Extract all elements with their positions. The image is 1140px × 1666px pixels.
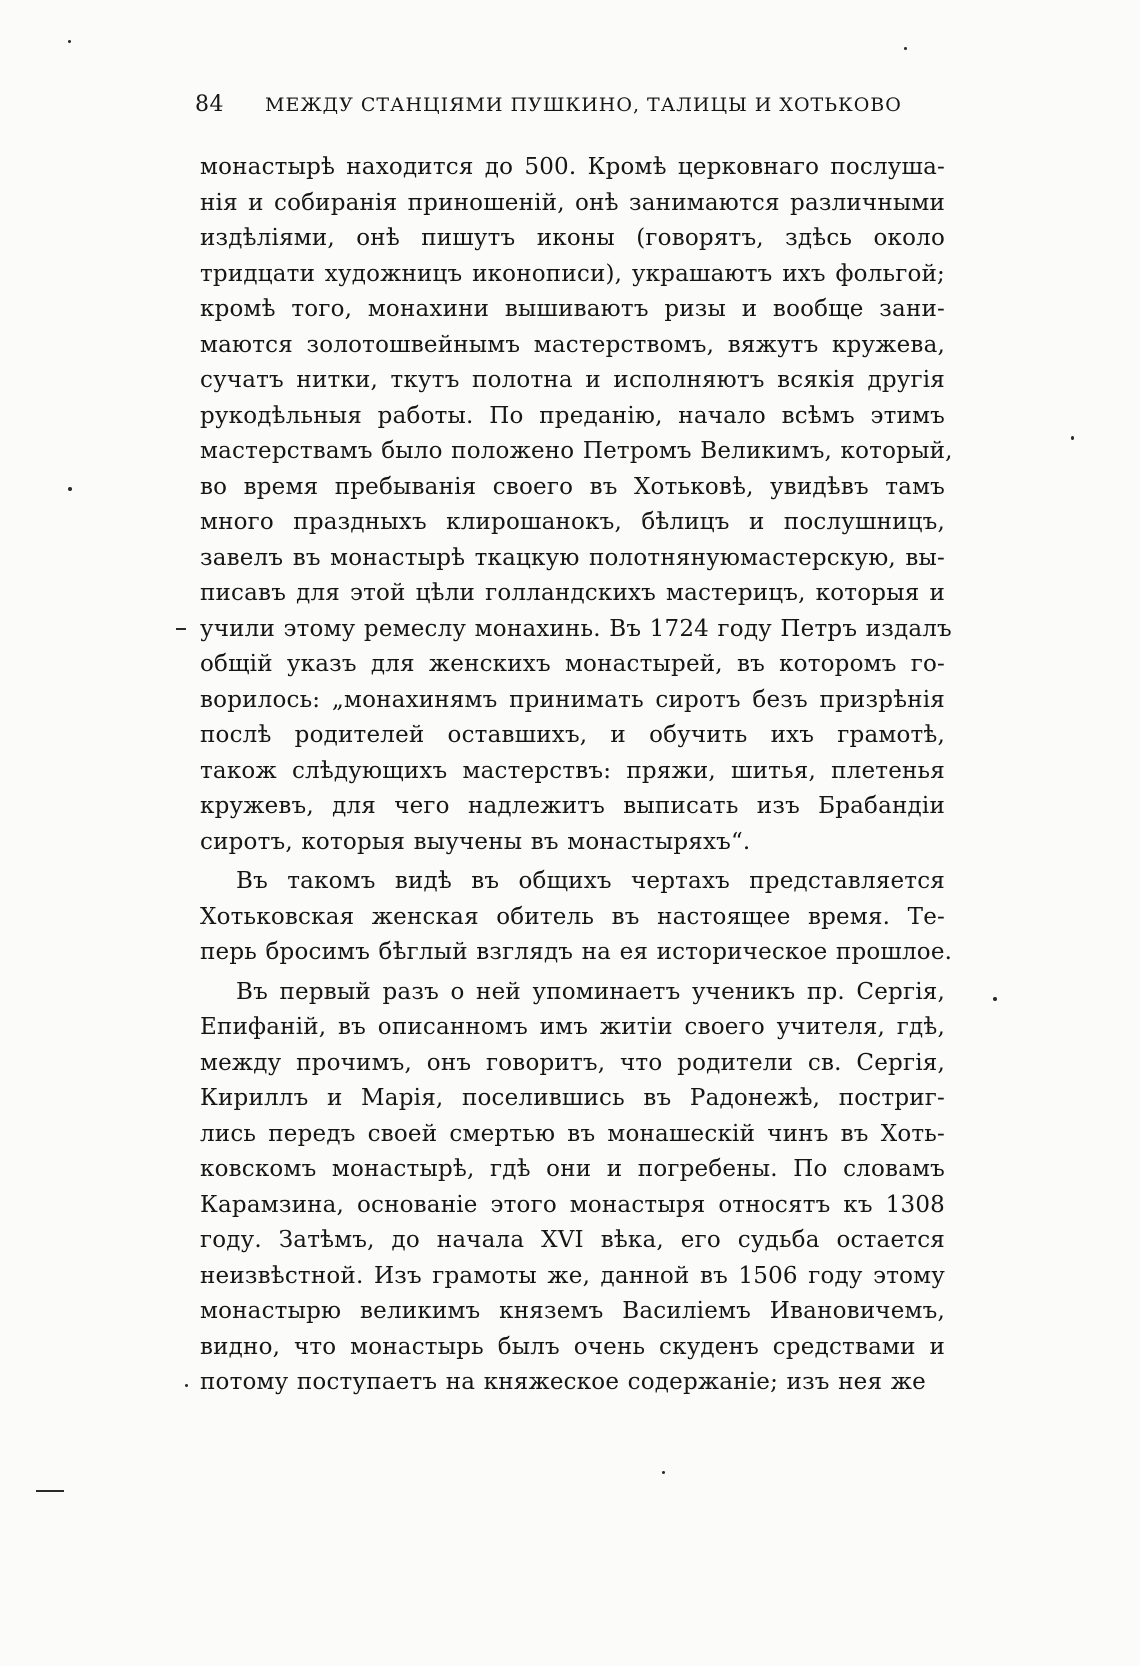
text-line: Епифаній, въ описанномъ имъ житіи своего учителя, гдѣ, xyxy=(200,1014,945,1040)
text-line: между прочимъ, онъ говоритъ, что родители св. Сергія, xyxy=(200,1049,945,1076)
text-line: ковскомъ монастырѣ, гдѣ они и погребены. По словамъ xyxy=(200,1156,945,1182)
text-line: також слѣдующихъ мастерствъ: пряжи, шитья, плетенья xyxy=(200,757,945,784)
text-line: лись передъ своей смертью въ монашескій чинъ въ Хоть- xyxy=(200,1120,945,1147)
text-line: видно, что монастырь былъ очень скуденъ средствами и xyxy=(200,1333,945,1360)
text-line: Хотьковская женская обитель въ настоящее время. Те- xyxy=(200,903,945,930)
scan-mark xyxy=(36,1490,64,1492)
text-line: году. Затѣмъ, до начала XVI вѣка, его судьба остается xyxy=(200,1227,945,1253)
scan-speck xyxy=(68,487,72,491)
text-line: монастырю великимъ княземъ Василіемъ Ивановичемъ, xyxy=(200,1298,945,1324)
text-line: нія и собиранія приношеній, онѣ занимаются различными xyxy=(200,189,945,216)
text-line: писавъ для этой цѣли голландскихъ мастерицъ, которыя и xyxy=(200,580,945,606)
text-line: общій указъ для женскихъ монастырей, въ которомъ го- xyxy=(200,651,945,677)
text-line: во время пребыванія своего въ Хотьковѣ, увидѣвъ тамъ xyxy=(200,473,945,500)
text-line: кружевъ, для чего надлежитъ выписать изъ Брабандіи xyxy=(200,793,945,819)
text-line: ворилось: „монахинямъ принимать сиротъ безъ призрѣнія xyxy=(200,686,945,713)
text-line: Въ такомъ видѣ въ общихъ чертахъ представляется xyxy=(236,868,945,894)
text-line: рукодѣльныя работы. По преданію, начало всѣмъ этимъ xyxy=(200,402,945,429)
text-line: монастырѣ находится до 500. Кромѣ церковнаго послуша- xyxy=(200,154,945,180)
paragraph-2 xyxy=(200,864,953,971)
page-body xyxy=(200,150,953,1401)
text-line: послѣ родителей оставшихъ, и обучить ихъ грамотѣ, xyxy=(200,722,945,748)
text-line: кромѣ того, монахини вышиваютъ ризы и вообще зани- xyxy=(200,296,945,322)
text-line: много праздныхъ клирошанокъ, бѣлицъ и послушницъ, xyxy=(200,509,945,535)
text-line: маются золотошвейнымъ мастерствомъ, вяжутъ кружева, xyxy=(200,331,945,358)
text-line: издѣліями, онѣ пишутъ иконы (говорятъ, здѣсь около xyxy=(200,225,945,251)
paragraph-3 xyxy=(200,975,945,1401)
page-header xyxy=(195,92,935,126)
text-line: учили этому ремеслу монахинь. Въ 1724 году Петръ издалъ xyxy=(200,615,952,642)
page-number: 84 xyxy=(195,92,224,117)
text-line: мастерствамъ было положено Петромъ Великимъ, который, xyxy=(200,438,953,464)
scan-speck xyxy=(68,40,71,43)
scan-speck xyxy=(185,1384,188,1387)
scan-speck xyxy=(662,1471,665,1474)
text-line: перь бросимъ бѣглый взглядъ на ея историческое прошлое. xyxy=(200,939,953,965)
scan-mark xyxy=(176,628,186,630)
text-line: Кириллъ и Марія, поселившись въ Радонежѣ, постриг- xyxy=(200,1085,945,1111)
scan-speck xyxy=(993,997,997,1001)
text-line: Карамзина, основаніе этого монастыря относятъ къ 1308 xyxy=(200,1191,945,1218)
scan-speck xyxy=(904,47,907,50)
paragraph-1 xyxy=(200,150,953,860)
text-line: тридцати художницъ иконописи), украшаютъ ихъ фольгой; xyxy=(200,260,945,287)
text-line: Въ первый разъ о ней упоминаетъ ученикъ пр. Сергія, xyxy=(236,978,945,1005)
scan-speck xyxy=(1071,436,1074,440)
text-line: неизвѣстной. Изъ грамоты же, данной въ 1506 году этому xyxy=(200,1262,945,1289)
text-line: потому поступаетъ на княжеское содержаніе; изъ нея же xyxy=(200,1369,926,1395)
text-line: завелъ въ монастырѣ ткацкую полотнянуюмастерскую, вы- xyxy=(200,544,945,571)
text-line: сучатъ нитки, ткутъ полотна и исполняютъ всякія другія xyxy=(200,367,945,393)
running-title: МЕЖДУ СТАНЦІЯМИ ПУШКИНО, ТАЛИЦЫ И ХОТЬКОВО xyxy=(265,94,902,116)
text-line: сиротъ, которыя выучены въ монастыряхъ“. xyxy=(200,828,751,855)
